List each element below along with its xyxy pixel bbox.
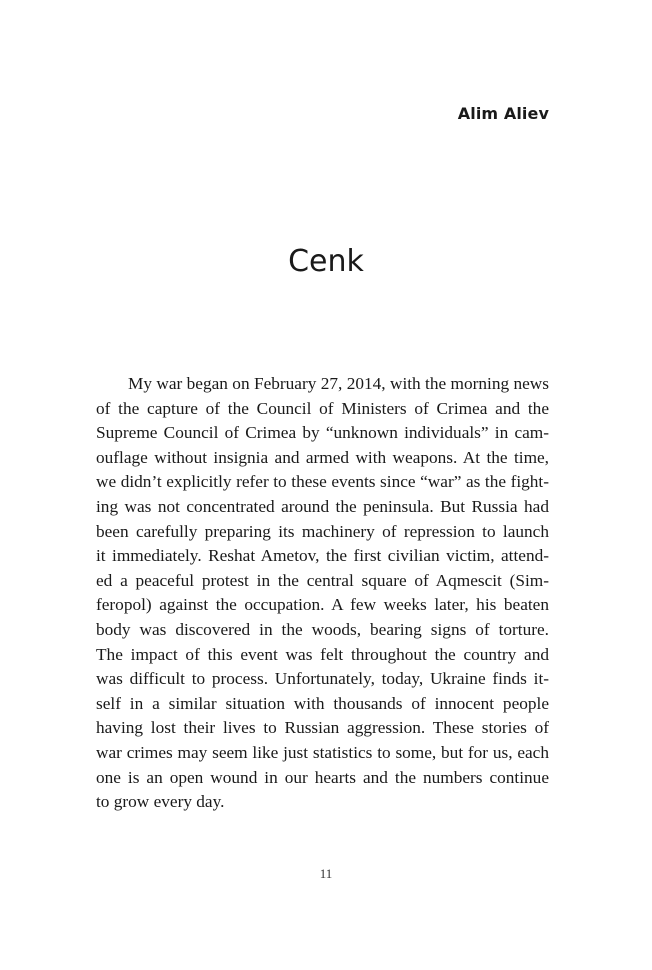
body-line: of the capture of the Council of Ministers of Crimea and the [96,398,549,418]
body-line: war crimes may seem like just statistics to some, but for us, each [96,742,549,762]
body-line: we didn’t explicitly refer to these events since “war” as the fight- [96,472,549,492]
body-line: one is an open wound in our hearts and the numbers continue [96,767,549,787]
body-line: been carefully preparing its machinery of repression to launch [96,521,549,541]
body-line: was difficult to process. Unfortunately, today, Ukraine finds it- [96,669,549,689]
author-name: Alim Aliev [457,104,549,123]
body-line: body was discovered in the woods, bearing signs of torture. [96,619,549,639]
body-line: ing was not concentrated around the peninsula. But Russia had [96,496,549,516]
page-number: 11 [319,866,333,881]
body-line: having lost their lives to Russian aggression. These stories of [96,718,549,738]
body-line: self in a similar situation with thousands of innocent people [96,693,549,713]
chapter-title: Cenk [288,244,364,279]
body-line: feropol) against the occupation. A few weeks later, his beaten [96,595,549,615]
body-line: Supreme Council of Crimea by “unknown individuals” in cam- [96,423,549,443]
body-line: ed a peaceful protest in the central square of Aqmescit (Sim- [96,570,549,590]
body-line: ouflage without insignia and armed with weapons. At the time, [96,447,549,467]
body-line: The impact of this event was felt throughout the country and [96,644,549,664]
body-line: to grow every day. [96,792,225,812]
body-paragraph [96,372,549,815]
body-line: My war began on February 27, 2014, with the morning news [128,374,549,393]
body-line: it immediately. Reshat Ametov, the first civilian victim, attend- [96,546,549,566]
